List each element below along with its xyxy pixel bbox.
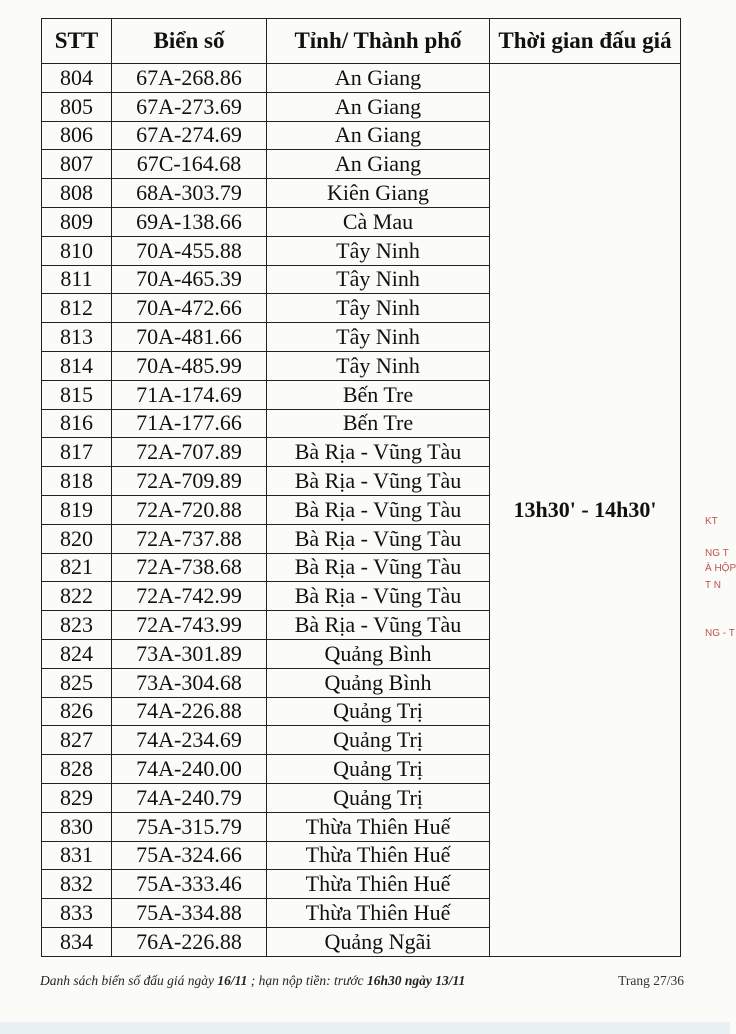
cell-plate: 70A-465.39 <box>112 265 267 294</box>
cell-plate: 72A-707.89 <box>112 438 267 467</box>
cell-stt: 830 <box>42 812 112 841</box>
stamp-line: NG T <box>705 548 729 559</box>
header-plate: Biển số <box>112 19 267 64</box>
cell-stt: 808 <box>42 179 112 208</box>
cell-stt: 832 <box>42 870 112 899</box>
cell-stt: 828 <box>42 755 112 784</box>
cell-plate: 75A-315.79 <box>112 812 267 841</box>
cell-province: Bà Rịa - Vũng Tàu <box>267 467 490 496</box>
cell-plate: 70A-472.66 <box>112 294 267 323</box>
cell-plate: 67A-273.69 <box>112 92 267 121</box>
stamp-line: À HỘP <box>705 563 736 574</box>
cell-province: Bà Rịa - Vũng Tàu <box>267 524 490 553</box>
cell-stt: 817 <box>42 438 112 467</box>
red-stamp-fragment <box>703 510 736 650</box>
cell-province: Thừa Thiên Huế <box>267 812 490 841</box>
stamp-line: NG - T <box>705 628 735 639</box>
cell-plate: 72A-709.89 <box>112 467 267 496</box>
cell-province: An Giang <box>267 121 490 150</box>
cell-plate: 75A-324.66 <box>112 841 267 870</box>
cell-stt: 818 <box>42 467 112 496</box>
cell-plate: 74A-226.88 <box>112 697 267 726</box>
cell-province: An Giang <box>267 64 490 93</box>
header-stt: STT <box>42 19 112 64</box>
footer-text-2: ; hạn nộp tiền: trước <box>247 973 367 988</box>
cell-province: Bà Rịa - Vũng Tàu <box>267 611 490 640</box>
cell-stt: 815 <box>42 380 112 409</box>
cell-plate: 70A-455.88 <box>112 236 267 265</box>
cell-stt: 822 <box>42 582 112 611</box>
table-row <box>42 64 681 93</box>
cell-province: Quảng Trị <box>267 755 490 784</box>
cell-province: Tây Ninh <box>267 294 490 323</box>
cell-stt: 831 <box>42 841 112 870</box>
cell-province: Quảng Trị <box>267 697 490 726</box>
cell-plate: 76A-226.88 <box>112 927 267 956</box>
cell-stt: 807 <box>42 150 112 179</box>
cell-stt: 813 <box>42 323 112 352</box>
footer-deadline: 16h30 ngày 13/11 <box>366 973 466 988</box>
cell-plate: 72A-738.68 <box>112 553 267 582</box>
cell-plate: 70A-485.99 <box>112 351 267 380</box>
cell-province: An Giang <box>267 92 490 121</box>
cell-stt: 829 <box>42 783 112 812</box>
cell-stt: 810 <box>42 236 112 265</box>
cell-plate: 67A-268.86 <box>112 64 267 93</box>
footer-note <box>40 973 465 989</box>
cell-auction-time: 13h30' - 14h30' <box>490 64 681 957</box>
cell-stt: 823 <box>42 611 112 640</box>
cell-plate: 67A-274.69 <box>112 121 267 150</box>
cell-province: Bến Tre <box>267 380 490 409</box>
cell-stt: 812 <box>42 294 112 323</box>
cell-stt: 816 <box>42 409 112 438</box>
cell-province: Kiên Giang <box>267 179 490 208</box>
cell-stt: 804 <box>42 64 112 93</box>
cell-plate: 74A-240.79 <box>112 783 267 812</box>
cell-province: Bà Rịa - Vũng Tàu <box>267 582 490 611</box>
cell-plate: 74A-234.69 <box>112 726 267 755</box>
cell-stt: 827 <box>42 726 112 755</box>
cell-province: Thừa Thiên Huế <box>267 841 490 870</box>
cell-plate: 73A-304.68 <box>112 668 267 697</box>
cell-plate: 73A-301.89 <box>112 639 267 668</box>
cell-province: Quảng Bình <box>267 639 490 668</box>
cell-plate: 75A-334.88 <box>112 899 267 928</box>
table-header-row <box>42 19 681 64</box>
cell-plate: 72A-742.99 <box>112 582 267 611</box>
cell-province: Tây Ninh <box>267 265 490 294</box>
cell-stt: 819 <box>42 495 112 524</box>
cell-stt: 806 <box>42 121 112 150</box>
scan-edge <box>0 1022 730 1034</box>
cell-plate: 72A-737.88 <box>112 524 267 553</box>
cell-stt: 825 <box>42 668 112 697</box>
cell-province: Quảng Bình <box>267 668 490 697</box>
cell-province: Tây Ninh <box>267 236 490 265</box>
cell-plate: 71A-177.66 <box>112 409 267 438</box>
cell-province: An Giang <box>267 150 490 179</box>
cell-province: Thừa Thiên Huế <box>267 899 490 928</box>
cell-stt: 805 <box>42 92 112 121</box>
footer-date: 16/11 <box>217 973 248 988</box>
cell-province: Quảng Ngãi <box>267 927 490 956</box>
cell-province: Bà Rịa - Vũng Tàu <box>267 495 490 524</box>
footer-text-1: Danh sách biển số đấu giá ngày <box>40 973 218 988</box>
cell-plate: 72A-720.88 <box>112 495 267 524</box>
cell-plate: 74A-240.00 <box>112 755 267 784</box>
cell-plate: 71A-174.69 <box>112 380 267 409</box>
cell-province: Tây Ninh <box>267 323 490 352</box>
cell-province: Bà Rịa - Vũng Tàu <box>267 438 490 467</box>
cell-province: Tây Ninh <box>267 351 490 380</box>
page-number: Trang 27/36 <box>618 973 684 988</box>
cell-plate: 70A-481.66 <box>112 323 267 352</box>
cell-province: Quảng Trị <box>267 726 490 755</box>
cell-stt: 824 <box>42 639 112 668</box>
cell-stt: 820 <box>42 524 112 553</box>
cell-stt: 809 <box>42 207 112 236</box>
cell-plate: 72A-743.99 <box>112 611 267 640</box>
cell-plate: 67C-164.68 <box>112 150 267 179</box>
table-body <box>42 64 681 957</box>
cell-province: Cà Mau <box>267 207 490 236</box>
cell-stt: 821 <box>42 553 112 582</box>
cell-stt: 814 <box>42 351 112 380</box>
cell-province: Bến Tre <box>267 409 490 438</box>
cell-province: Quảng Trị <box>267 783 490 812</box>
cell-plate: 68A-303.79 <box>112 179 267 208</box>
stamp-line: KT <box>705 516 718 527</box>
cell-stt: 834 <box>42 927 112 956</box>
cell-stt: 826 <box>42 697 112 726</box>
cell-plate: 75A-333.46 <box>112 870 267 899</box>
cell-province: Thừa Thiên Huế <box>267 870 490 899</box>
header-time: Thời gian đấu giá <box>490 19 681 64</box>
cell-stt: 811 <box>42 265 112 294</box>
cell-province: Bà Rịa - Vũng Tàu <box>267 553 490 582</box>
cell-plate: 69A-138.66 <box>112 207 267 236</box>
stamp-line: T N <box>705 580 721 591</box>
license-plate-table <box>41 18 681 957</box>
header-province: Tỉnh/ Thành phố <box>267 19 490 64</box>
cell-stt: 833 <box>42 899 112 928</box>
